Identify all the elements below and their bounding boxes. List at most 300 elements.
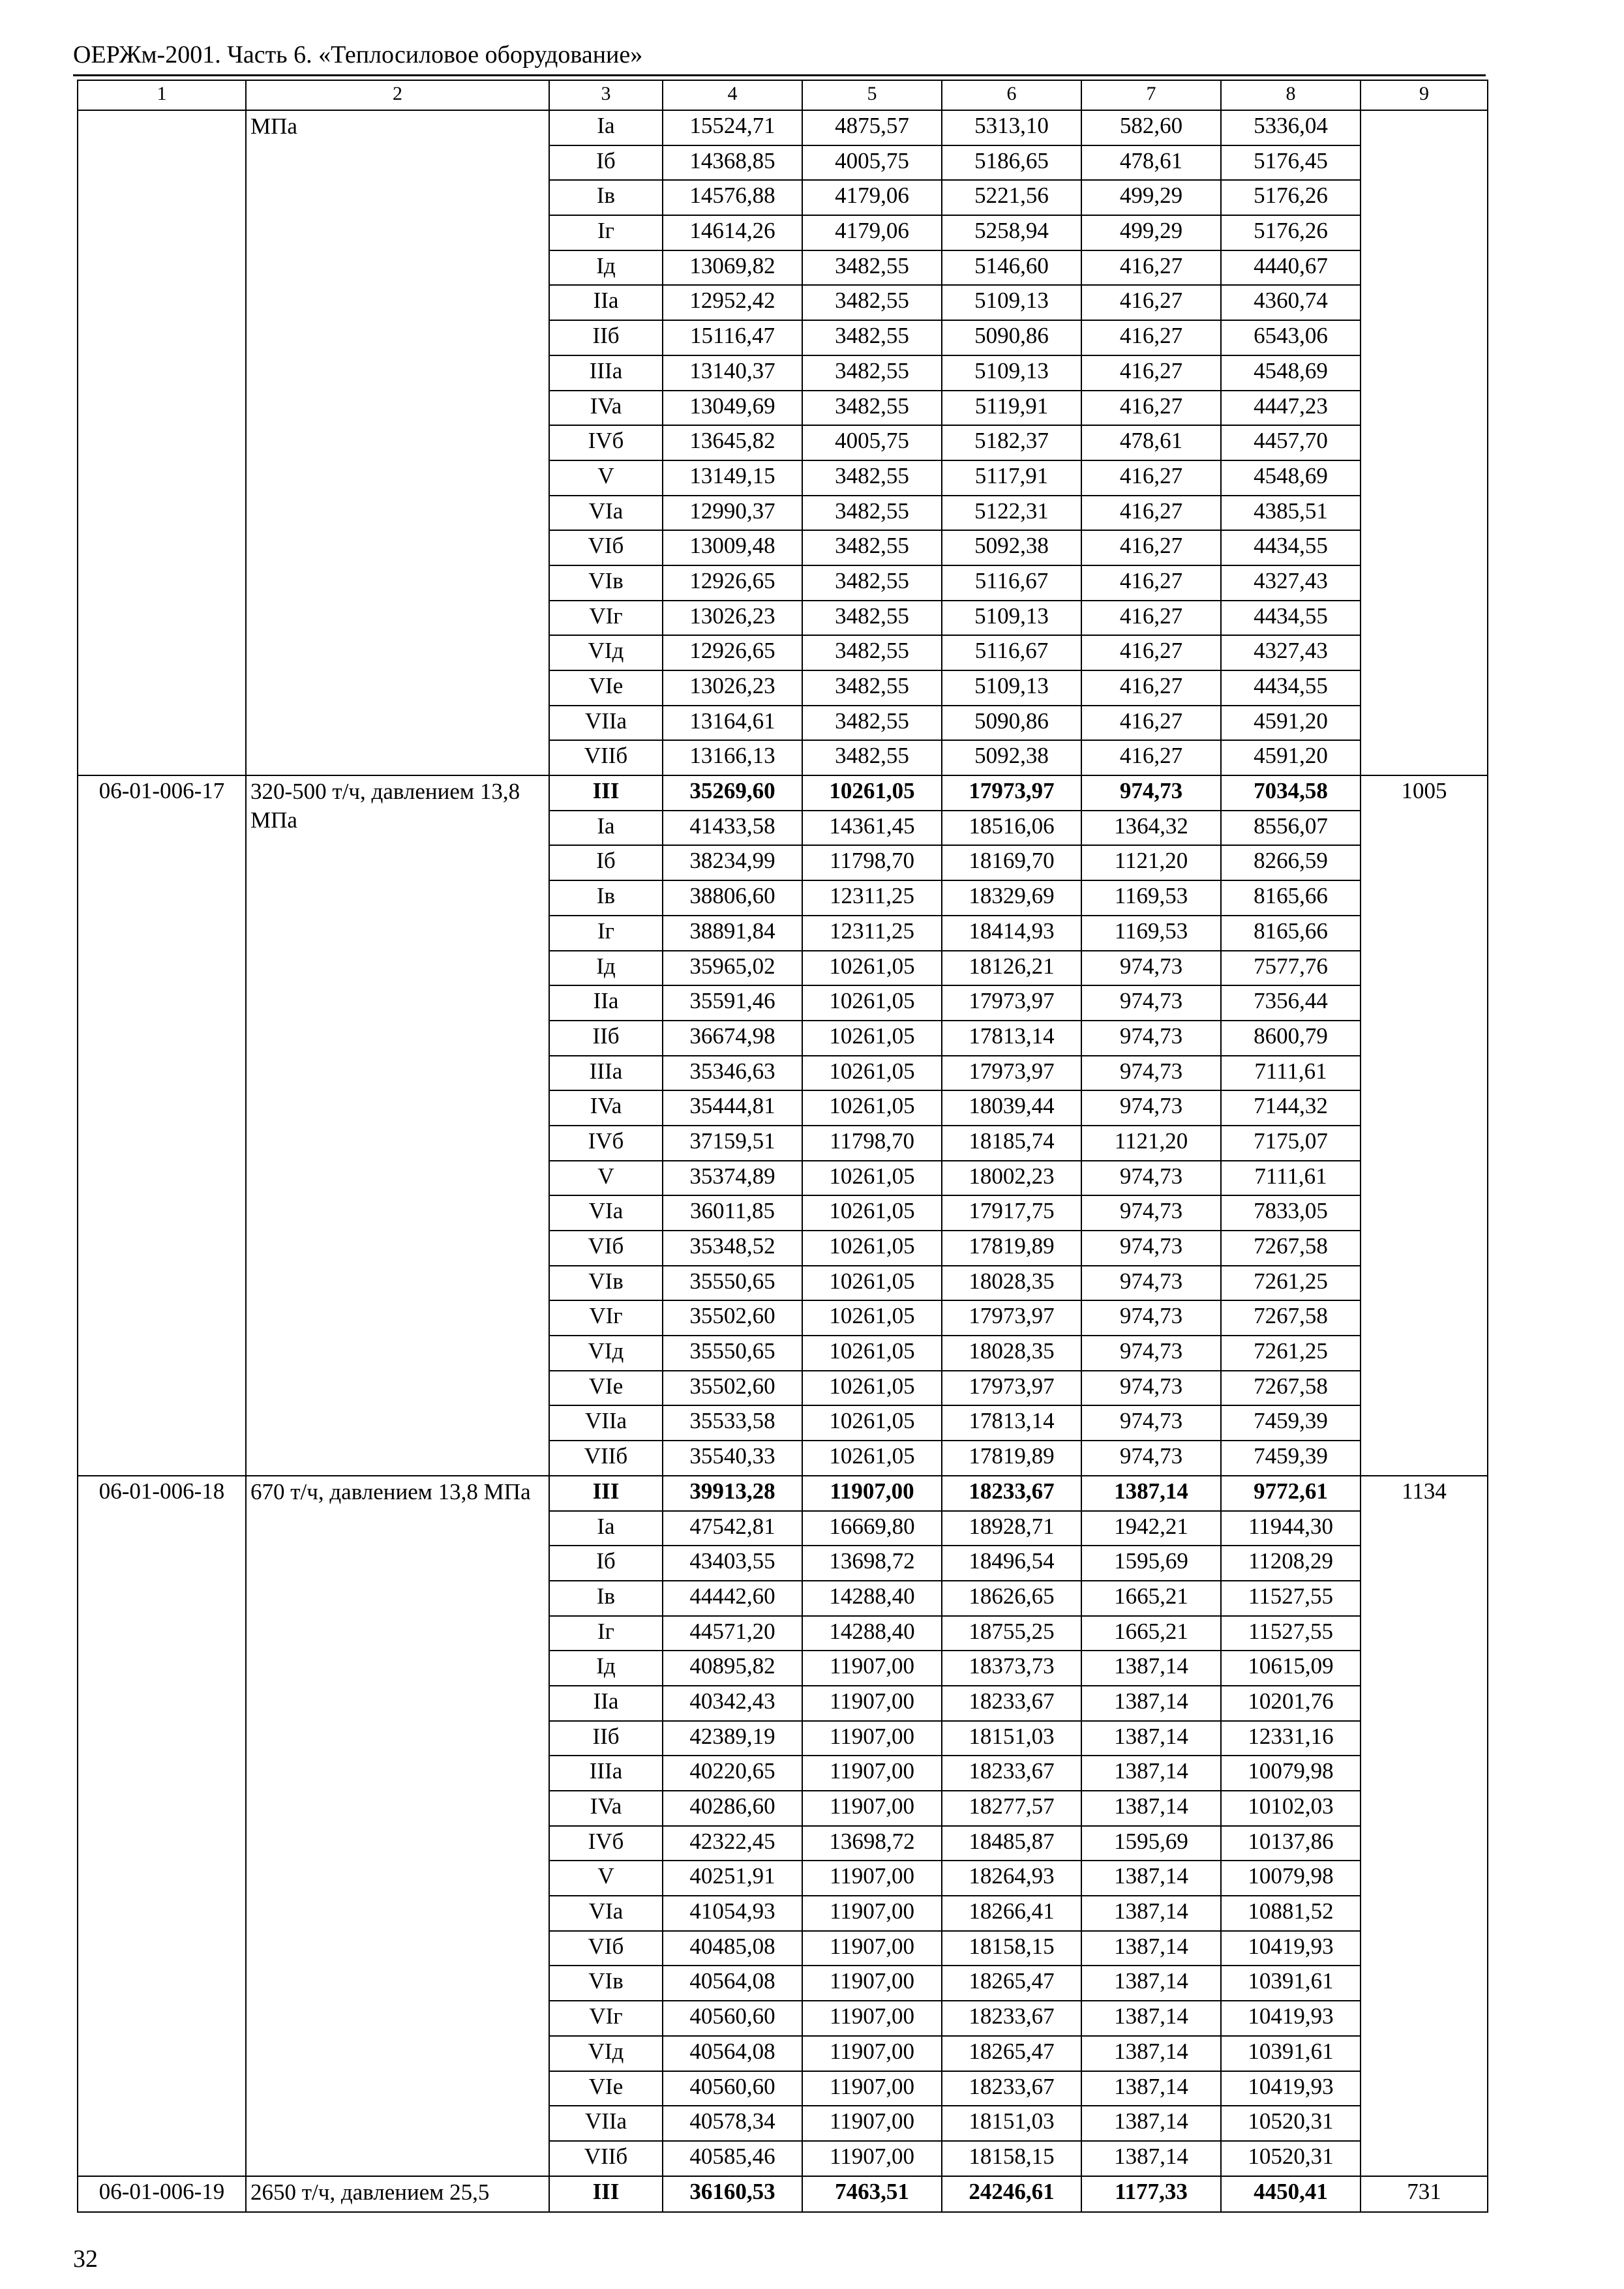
price-cell: 11527,55 <box>1221 1616 1361 1651</box>
price-cell: 1387,14 <box>1081 1651 1221 1686</box>
price-cell: 974,73 <box>1081 1056 1221 1091</box>
price-cell: 10261,05 <box>802 1021 942 1056</box>
price-cell: 40220,65 <box>663 1756 802 1791</box>
price-cell: 7261,25 <box>1221 1336 1361 1371</box>
price-cell: 1387,14 <box>1081 1896 1221 1931</box>
price-cell: 8165,66 <box>1221 880 1361 916</box>
price-cell: 974,73 <box>1081 1441 1221 1476</box>
price-cell: 974,73 <box>1081 1231 1221 1266</box>
price-cell: 35346,63 <box>663 1056 802 1091</box>
price-cell: 5176,26 <box>1221 180 1361 215</box>
price-cell: 14288,40 <box>802 1616 942 1651</box>
price-cell: 18158,15 <box>942 1931 1081 1966</box>
price-cell: 3482,55 <box>802 320 942 355</box>
price-cell: 5116,67 <box>942 565 1081 601</box>
price-cell: 8165,66 <box>1221 916 1361 951</box>
column-number: 4 <box>663 80 802 110</box>
price-cell: 7356,44 <box>1221 985 1361 1021</box>
price-cell: 24246,61 <box>942 2176 1081 2213</box>
price-cell: 10520,31 <box>1221 2106 1361 2141</box>
region-code: VIIб <box>549 740 663 775</box>
price-cell: 1387,14 <box>1081 1686 1221 1721</box>
price-cell: 10261,05 <box>802 1336 942 1371</box>
region-code: IIa <box>549 985 663 1021</box>
price-cell: 11907,00 <box>802 1651 942 1686</box>
price-cell: 14368,85 <box>663 145 802 181</box>
price-cell: 11907,00 <box>802 1686 942 1721</box>
price-cell: 17819,89 <box>942 1441 1081 1476</box>
region-code: IVa <box>549 391 663 426</box>
price-cell: 974,73 <box>1081 1090 1221 1126</box>
price-cell: 18414,93 <box>942 916 1081 951</box>
price-cell: 7267,58 <box>1221 1300 1361 1336</box>
price-cell: 10261,05 <box>802 1405 942 1441</box>
price-cell: 5119,91 <box>942 391 1081 426</box>
price-cell: 44442,60 <box>663 1581 802 1616</box>
price-cell: 18626,65 <box>942 1581 1081 1616</box>
price-cell: 416,27 <box>1081 250 1221 286</box>
price-cell: 1387,14 <box>1081 2141 1221 2176</box>
price-cell: 3482,55 <box>802 285 942 320</box>
price-cell: 17973,97 <box>942 1371 1081 1406</box>
price-cell: 11907,00 <box>802 1756 942 1791</box>
price-cell: 13698,72 <box>802 1826 942 1861</box>
price-cell: 10261,05 <box>802 1266 942 1301</box>
price-cell: 11907,00 <box>802 2141 942 2176</box>
price-cell: 14361,45 <box>802 811 942 846</box>
price-cell: 11944,30 <box>1221 1511 1361 1546</box>
price-cell: 18233,67 <box>942 2001 1081 2036</box>
price-cell: 1387,14 <box>1081 2106 1221 2141</box>
price-cell: 38234,99 <box>663 845 802 880</box>
price-cell: 18755,25 <box>942 1616 1081 1651</box>
price-cell: 17973,97 <box>942 775 1081 811</box>
price-cell: 3482,55 <box>802 670 942 706</box>
price-cell: 3482,55 <box>802 391 942 426</box>
price-cell: 416,27 <box>1081 670 1221 706</box>
price-cell: 12952,42 <box>663 285 802 320</box>
price-cell: 10520,31 <box>1221 2141 1361 2176</box>
price-cell: 499,29 <box>1081 215 1221 250</box>
header-rule <box>73 74 1486 76</box>
price-cell: 10261,05 <box>802 985 942 1021</box>
price-cell: 416,27 <box>1081 496 1221 531</box>
price-cell: 17813,14 <box>942 1021 1081 1056</box>
price-cell: 35502,60 <box>663 1300 802 1336</box>
price-cell: 17917,75 <box>942 1195 1081 1231</box>
price-cell: 4447,23 <box>1221 391 1361 426</box>
price-cell: 18169,70 <box>942 845 1081 880</box>
price-cell: 11907,00 <box>802 1476 942 1511</box>
price-cell: 1387,14 <box>1081 2071 1221 2106</box>
total-cell: 731 <box>1361 2176 1488 2213</box>
price-cell: 7261,25 <box>1221 1266 1361 1301</box>
price-cell: 3482,55 <box>802 355 942 391</box>
price-cell: 5090,86 <box>942 320 1081 355</box>
price-cell: 5313,10 <box>942 110 1081 145</box>
column-number: 2 <box>246 80 549 110</box>
price-cell: 10261,05 <box>802 1231 942 1266</box>
price-cell: 13069,82 <box>663 250 802 286</box>
region-code: Iг <box>549 215 663 250</box>
price-cell: 478,61 <box>1081 145 1221 181</box>
price-cell: 12331,16 <box>1221 1721 1361 1756</box>
price-cell: 10261,05 <box>802 1195 942 1231</box>
price-cell: 1177,33 <box>1081 2176 1221 2213</box>
price-cell: 40560,60 <box>663 2071 802 2106</box>
price-cell: 4440,67 <box>1221 250 1361 286</box>
price-cell: 3482,55 <box>802 740 942 775</box>
price-cell: 15116,47 <box>663 320 802 355</box>
region-code: VIIб <box>549 1441 663 1476</box>
price-cell: 40578,34 <box>663 2106 802 2141</box>
price-cell: 1595,69 <box>1081 1546 1221 1581</box>
price-cell: 416,27 <box>1081 601 1221 636</box>
table-row <box>78 2176 1488 2213</box>
price-cell: 974,73 <box>1081 1371 1221 1406</box>
price-cell: 6543,06 <box>1221 320 1361 355</box>
document-header: ОЕРЖм-2001. Часть 6. «Теплосиловое оборудование» <box>73 41 643 68</box>
price-cell: 1387,14 <box>1081 1476 1221 1511</box>
price-cell: 18039,44 <box>942 1090 1081 1126</box>
region-code: VIд <box>549 2036 663 2071</box>
region-code: VIг <box>549 1300 663 1336</box>
column-number: 5 <box>802 80 942 110</box>
price-cell: 11798,70 <box>802 1126 942 1161</box>
region-code: Iб <box>549 845 663 880</box>
price-cell: 7111,61 <box>1221 1056 1361 1091</box>
price-cell: 11907,00 <box>802 2106 942 2141</box>
price-cell: 1169,53 <box>1081 880 1221 916</box>
region-code: VIIa <box>549 2106 663 2141</box>
price-cell: 4548,69 <box>1221 460 1361 496</box>
column-number: 3 <box>549 80 663 110</box>
price-cell: 5122,31 <box>942 496 1081 531</box>
price-cell: 15524,71 <box>663 110 802 145</box>
price-cell: 416,27 <box>1081 530 1221 565</box>
price-cell: 5090,86 <box>942 706 1081 741</box>
price-cell: 1121,20 <box>1081 1126 1221 1161</box>
price-cell: 13140,37 <box>663 355 802 391</box>
price-cell: 18151,03 <box>942 1721 1081 1756</box>
price-cell: 16669,80 <box>802 1511 942 1546</box>
price-cell: 3482,55 <box>802 530 942 565</box>
price-cell: 36011,85 <box>663 1195 802 1231</box>
region-code: VIe <box>549 1371 663 1406</box>
price-cell: 11798,70 <box>802 845 942 880</box>
price-cell: 4179,06 <box>802 215 942 250</box>
region-code: IIб <box>549 1721 663 1756</box>
price-cell: 416,27 <box>1081 460 1221 496</box>
price-cell: 7459,39 <box>1221 1405 1361 1441</box>
price-cell: 10261,05 <box>802 1090 942 1126</box>
price-cell: 1387,14 <box>1081 2001 1221 2036</box>
price-cell: 4360,74 <box>1221 285 1361 320</box>
price-cell: 5336,04 <box>1221 110 1361 145</box>
price-cell: 11907,00 <box>802 2001 942 2036</box>
price-cell: 18151,03 <box>942 2106 1081 2141</box>
price-cell: 10261,05 <box>802 1371 942 1406</box>
price-cell: 8600,79 <box>1221 1021 1361 1056</box>
price-cell: 1665,21 <box>1081 1616 1221 1651</box>
region-code: VIг <box>549 2001 663 2036</box>
price-cell: 10615,09 <box>1221 1651 1361 1686</box>
total-cell: 1005 <box>1361 775 1488 1476</box>
price-cell: 7034,58 <box>1221 775 1361 811</box>
price-cell: 17973,97 <box>942 1056 1081 1091</box>
region-code: IVб <box>549 1126 663 1161</box>
price-cell: 13026,23 <box>663 601 802 636</box>
price-cell: 10881,52 <box>1221 1896 1361 1931</box>
price-cell: 8556,07 <box>1221 811 1361 846</box>
region-code: Iв <box>549 1581 663 1616</box>
price-cell: 40585,46 <box>663 2141 802 2176</box>
price-cell: 44571,20 <box>663 1616 802 1651</box>
price-cell: 18373,73 <box>942 1651 1081 1686</box>
region-code: VIб <box>549 530 663 565</box>
price-cell: 5176,45 <box>1221 145 1361 181</box>
price-cell: 10079,98 <box>1221 1861 1361 1896</box>
price-cell: 18233,67 <box>942 1686 1081 1721</box>
column-number: 1 <box>78 80 246 110</box>
region-code: IIб <box>549 320 663 355</box>
region-code: Iг <box>549 1616 663 1651</box>
price-cell: 12311,25 <box>802 916 942 951</box>
price-cell: 35348,52 <box>663 1231 802 1266</box>
price-cell: 18516,06 <box>942 811 1081 846</box>
price-cell: 42322,45 <box>663 1826 802 1861</box>
price-cell: 18277,57 <box>942 1791 1081 1826</box>
price-cell: 974,73 <box>1081 951 1221 986</box>
price-cell: 4434,55 <box>1221 670 1361 706</box>
column-number: 6 <box>942 80 1081 110</box>
price-cell: 1364,32 <box>1081 811 1221 846</box>
price-cell: 18185,74 <box>942 1126 1081 1161</box>
price-cell: 5109,13 <box>942 355 1081 391</box>
region-code: IIб <box>549 1021 663 1056</box>
region-code: VIб <box>549 1931 663 1966</box>
price-cell: 18028,35 <box>942 1266 1081 1301</box>
price-cell: 14614,26 <box>663 215 802 250</box>
price-cell: 12926,65 <box>663 565 802 601</box>
price-cell: 18265,47 <box>942 2036 1081 2071</box>
price-cell: 1387,14 <box>1081 1861 1221 1896</box>
price-cell: 499,29 <box>1081 180 1221 215</box>
price-cell: 10102,03 <box>1221 1791 1361 1826</box>
price-cell: 18233,67 <box>942 1756 1081 1791</box>
region-code: III <box>549 1476 663 1511</box>
price-cell: 4548,69 <box>1221 355 1361 391</box>
item-code: 06-01-006-19 <box>78 2176 246 2213</box>
price-cell: 11907,00 <box>802 1861 942 1896</box>
price-cell: 14576,88 <box>663 180 802 215</box>
region-code: Iв <box>549 880 663 916</box>
region-code: VIIб <box>549 2141 663 2176</box>
region-code: VIa <box>549 1195 663 1231</box>
price-cell: 416,27 <box>1081 355 1221 391</box>
price-cell: 5176,26 <box>1221 215 1361 250</box>
price-cell: 4434,55 <box>1221 601 1361 636</box>
region-code: III <box>549 2176 663 2213</box>
price-cell: 416,27 <box>1081 391 1221 426</box>
price-cell: 35591,46 <box>663 985 802 1021</box>
price-cell: 1387,14 <box>1081 1756 1221 1791</box>
item-description: 320-500 т/ч, давлением 13,8 МПа <box>246 775 549 1476</box>
price-cell: 3482,55 <box>802 460 942 496</box>
price-cell: 40564,08 <box>663 2036 802 2071</box>
price-cell: 974,73 <box>1081 1195 1221 1231</box>
price-cell: 974,73 <box>1081 1336 1221 1371</box>
price-cell: 17813,14 <box>942 1405 1081 1441</box>
price-cell: 13166,13 <box>663 740 802 775</box>
price-cell: 4385,51 <box>1221 496 1361 531</box>
region-code: VIд <box>549 1336 663 1371</box>
region-code: VIIa <box>549 1405 663 1441</box>
price-cell: 4327,43 <box>1221 635 1361 670</box>
price-cell: 47542,81 <box>663 1511 802 1546</box>
region-code: V <box>549 460 663 496</box>
price-cell: 4457,70 <box>1221 425 1361 460</box>
item-code: 06-01-006-17 <box>78 775 246 1476</box>
price-cell: 4591,20 <box>1221 706 1361 741</box>
price-cell: 18264,93 <box>942 1861 1081 1896</box>
price-cell: 17973,97 <box>942 985 1081 1021</box>
price-cell: 42389,19 <box>663 1721 802 1756</box>
price-cell: 14288,40 <box>802 1581 942 1616</box>
region-code: VIe <box>549 670 663 706</box>
price-cell: 3482,55 <box>802 601 942 636</box>
price-cell: 18928,71 <box>942 1511 1081 1546</box>
region-code: Iд <box>549 951 663 986</box>
price-cell: 974,73 <box>1081 1405 1221 1441</box>
column-number: 8 <box>1221 80 1361 110</box>
price-cell: 10079,98 <box>1221 1756 1361 1791</box>
page-number: 32 <box>73 2245 98 2273</box>
price-cell: 10261,05 <box>802 951 942 986</box>
price-cell: 3482,55 <box>802 635 942 670</box>
total-cell: 1134 <box>1361 1476 1488 2176</box>
region-code: VIe <box>549 2071 663 2106</box>
price-cell: 416,27 <box>1081 565 1221 601</box>
price-cell: 13149,15 <box>663 460 802 496</box>
region-code: Ia <box>549 1511 663 1546</box>
price-cell: 40342,43 <box>663 1686 802 1721</box>
price-cell: 18028,35 <box>942 1336 1081 1371</box>
table-row <box>78 775 1488 811</box>
price-cell: 12990,37 <box>663 496 802 531</box>
price-cell: 35550,65 <box>663 1336 802 1371</box>
price-cell: 10261,05 <box>802 1441 942 1476</box>
price-cell: 11527,55 <box>1221 1581 1361 1616</box>
price-cell: 41433,58 <box>663 811 802 846</box>
price-cell: 10261,05 <box>802 1300 942 1336</box>
region-code: IIIa <box>549 1756 663 1791</box>
price-cell: 10261,05 <box>802 1056 942 1091</box>
region-code: VIд <box>549 635 663 670</box>
item-code: 06-01-006-18 <box>78 1476 246 2176</box>
price-cell: 35540,33 <box>663 1441 802 1476</box>
price-cell: 18233,67 <box>942 1476 1081 1511</box>
price-cell: 416,27 <box>1081 320 1221 355</box>
region-code: VIв <box>549 565 663 601</box>
price-cell: 5092,38 <box>942 740 1081 775</box>
region-code: IVб <box>549 1826 663 1861</box>
price-cell: 11907,00 <box>802 2071 942 2106</box>
price-cell: 13698,72 <box>802 1546 942 1581</box>
price-cell: 3482,55 <box>802 250 942 286</box>
price-cell: 416,27 <box>1081 635 1221 670</box>
price-cell: 40251,91 <box>663 1861 802 1896</box>
region-code: VIa <box>549 1896 663 1931</box>
price-cell: 36160,53 <box>663 2176 802 2213</box>
price-cell: 39913,28 <box>663 1476 802 1511</box>
price-cell: 974,73 <box>1081 1161 1221 1196</box>
price-cell: 40560,60 <box>663 2001 802 2036</box>
price-cell: 18329,69 <box>942 880 1081 916</box>
price-cell: 37159,51 <box>663 1126 802 1161</box>
price-cell: 10261,05 <box>802 775 942 811</box>
price-cell: 35965,02 <box>663 951 802 986</box>
region-code: IVa <box>549 1791 663 1826</box>
price-cell: 1942,21 <box>1081 1511 1221 1546</box>
region-code: IVa <box>549 1090 663 1126</box>
price-cell: 1169,53 <box>1081 916 1221 951</box>
price-cell: 5116,67 <box>942 635 1081 670</box>
price-cell: 36674,98 <box>663 1021 802 1056</box>
item-description: 670 т/ч, давлением 13,8 МПа <box>246 1476 549 2176</box>
price-cell: 11208,29 <box>1221 1546 1361 1581</box>
region-code: Iб <box>549 145 663 181</box>
table-row <box>78 1476 1488 1511</box>
price-cell: 11907,00 <box>802 1966 942 2001</box>
price-cell: 17973,97 <box>942 1300 1081 1336</box>
price-cell: 18496,54 <box>942 1546 1081 1581</box>
price-cell: 5146,60 <box>942 250 1081 286</box>
price-cell: 4591,20 <box>1221 740 1361 775</box>
region-code: IIa <box>549 285 663 320</box>
price-table <box>77 80 1488 2213</box>
price-cell: 18002,23 <box>942 1161 1081 1196</box>
price-cell: 416,27 <box>1081 740 1221 775</box>
item-code <box>78 110 246 775</box>
price-cell: 10391,61 <box>1221 1966 1361 2001</box>
price-cell: 416,27 <box>1081 285 1221 320</box>
region-code: VIб <box>549 1231 663 1266</box>
price-cell: 12926,65 <box>663 635 802 670</box>
price-cell: 17819,89 <box>942 1231 1081 1266</box>
price-cell: 1387,14 <box>1081 1791 1221 1826</box>
price-cell: 43403,55 <box>663 1546 802 1581</box>
region-code: Iв <box>549 180 663 215</box>
price-cell: 11907,00 <box>802 2036 942 2071</box>
region-code: VIг <box>549 601 663 636</box>
price-cell: 40286,60 <box>663 1791 802 1826</box>
table-row <box>78 110 1488 145</box>
price-cell: 4450,41 <box>1221 2176 1361 2213</box>
region-code: Ia <box>549 110 663 145</box>
price-cell: 10419,93 <box>1221 2071 1361 2106</box>
price-cell: 1387,14 <box>1081 1931 1221 1966</box>
region-code: V <box>549 1861 663 1896</box>
price-cell: 1387,14 <box>1081 2036 1221 2071</box>
price-cell: 4327,43 <box>1221 565 1361 601</box>
price-cell: 13026,23 <box>663 670 802 706</box>
price-cell: 41054,93 <box>663 1896 802 1931</box>
price-cell: 974,73 <box>1081 985 1221 1021</box>
price-cell: 18266,41 <box>942 1896 1081 1931</box>
price-cell: 5117,91 <box>942 460 1081 496</box>
column-number: 7 <box>1081 80 1221 110</box>
